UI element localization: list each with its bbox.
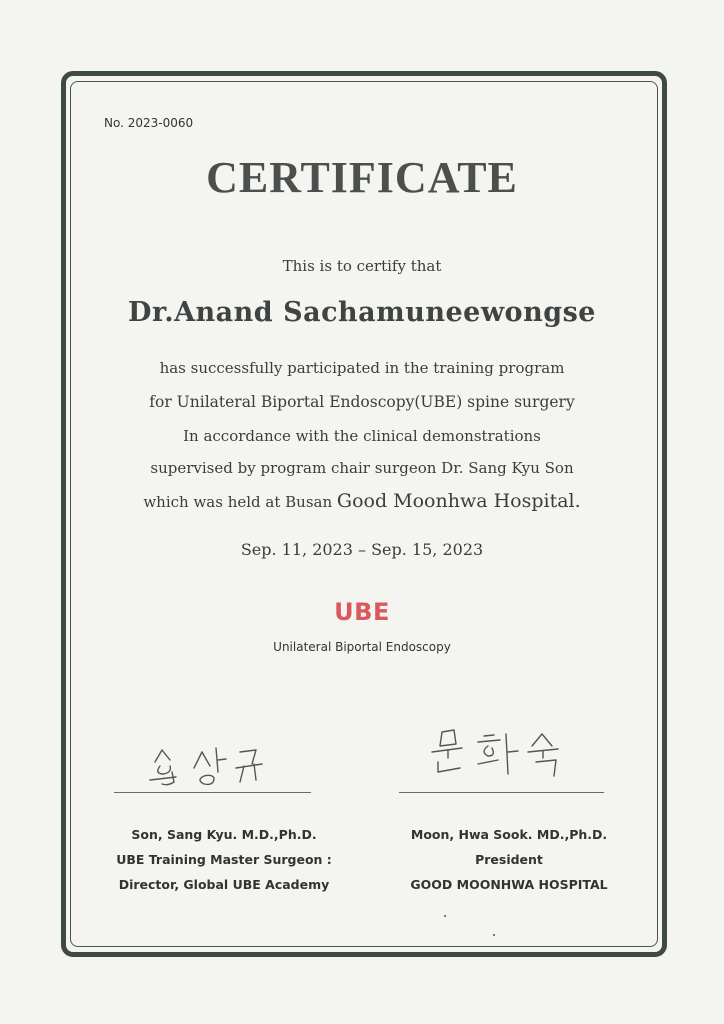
certificate-inner-border [70, 81, 658, 947]
certificate-number: No. 2023-0060 [104, 116, 194, 130]
signatory-left [104, 822, 344, 897]
body-line-3: In accordance with the clinical demonstrations [183, 427, 541, 445]
signatory-right [384, 822, 634, 897]
ube-logo: UBE [334, 598, 390, 626]
signature-line-left [114, 792, 311, 793]
paper-speck [493, 934, 495, 936]
certificate-title: CERTIFICATE [206, 153, 518, 202]
signatory-right-role-2: GOOD MOONHWA HOSPITAL [410, 877, 608, 892]
signature-line-right [399, 792, 604, 793]
signatory-right-name: Moon, Hwa Sook. MD.,Ph.D. [410, 827, 608, 842]
body-line-4: supervised by program chair surgeon Dr. Sang Kyu Son [150, 459, 574, 477]
signatory-right-role-1: President [475, 852, 543, 867]
program-dates: Sep. 11, 2023 – Sep. 15, 2023 [240, 540, 484, 559]
signature-moon [420, 718, 620, 788]
body-line-2: for Unilateral Biportal Endoscopy(UBE) spine surgery [149, 393, 575, 411]
paper-speck [444, 915, 446, 917]
hospital-name: Good Moonhwa Hospital. [336, 490, 581, 512]
signature-son [140, 722, 340, 792]
recipient-name: Dr.Anand Sachamuneewongse [128, 297, 596, 328]
body-line-5 [0, 490, 724, 512]
ube-logo-subtitle: Unilateral Biportal Endoscopy [273, 640, 451, 654]
signatory-left-role-2: Director, Global UBE Academy [118, 877, 330, 892]
intro-text: This is to certify that [282, 257, 442, 275]
signatory-left-role-1: UBE Training Master Surgeon : [116, 852, 332, 867]
body-line-1: has successfully participated in the training program [159, 359, 565, 377]
body-line-5-prefix: which was held at Busan [143, 493, 333, 511]
signatory-left-name: Son, Sang Kyu. M.D.,Ph.D. [131, 827, 317, 842]
